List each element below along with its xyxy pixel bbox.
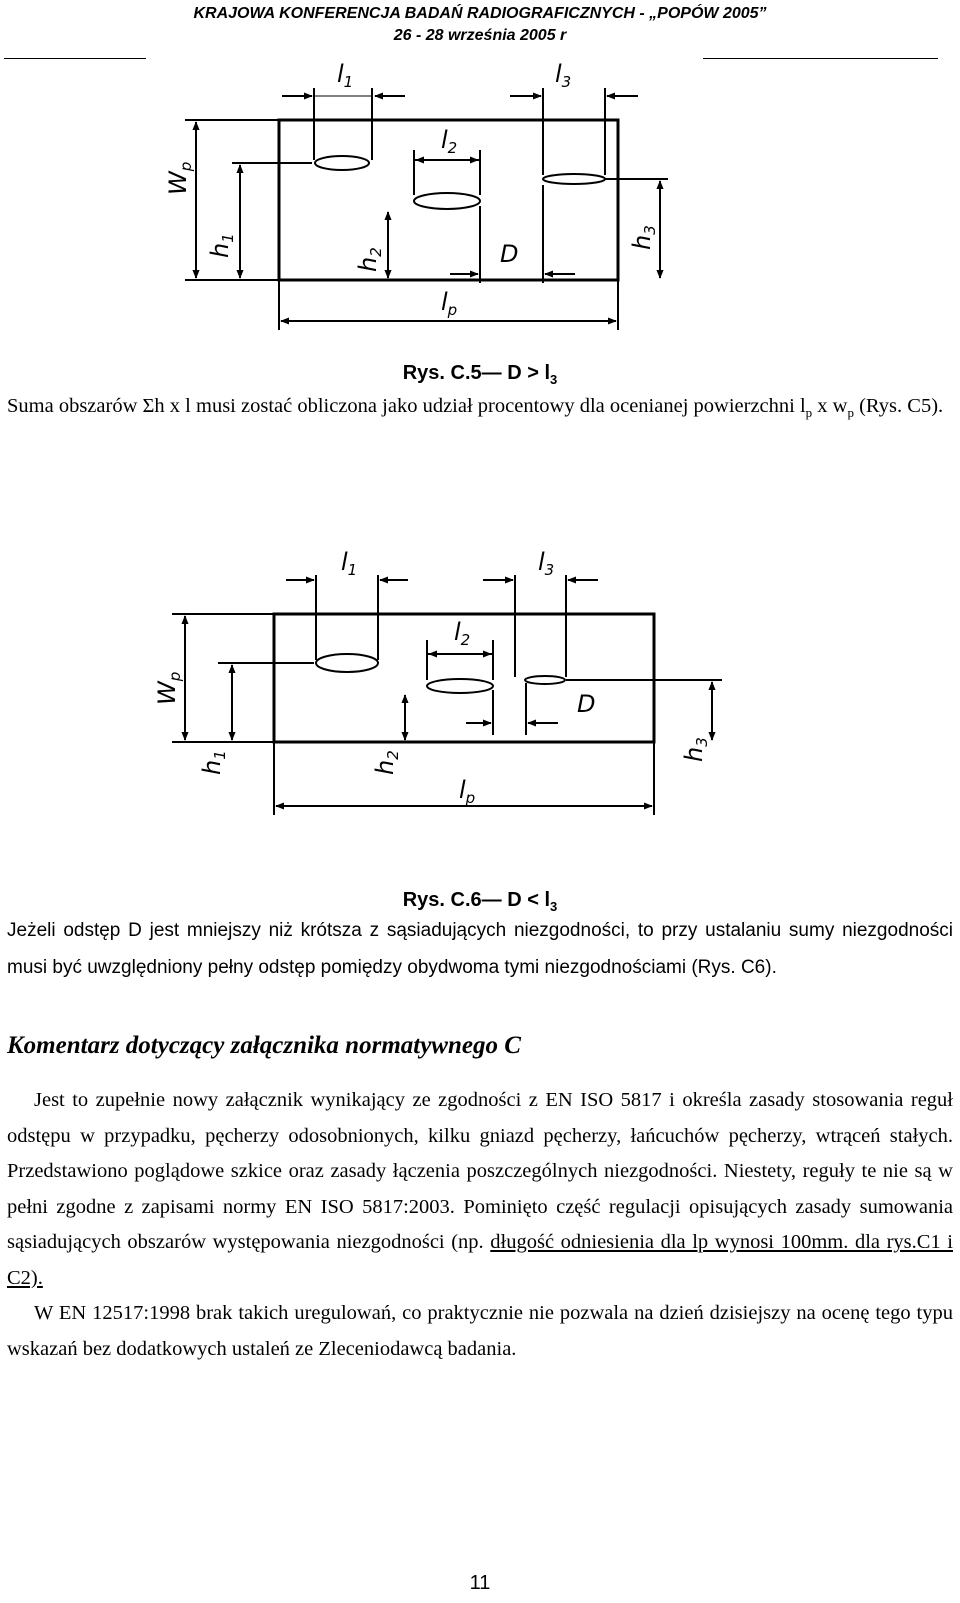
- c6-label-h3: $h_3$: [680, 737, 711, 762]
- c5-indication-1: [315, 156, 369, 170]
- c6-indication-3: [525, 676, 565, 684]
- comment-paragraph-2: W EN 12517:1998 brak takich uregulowań, co praktycznie nie pozwala na dzień dzisiejszy na ocenę tego typu wskazań bez dodatkowych ustaleń ze Zleceniodawcą badania.: [7, 1302, 953, 1360]
- figure-c5: [0, 55, 960, 345]
- paragraph-spacing-rule: Jeżeli odstęp D jest mniejszy niż krótsza z sąsiadujących niezgodności, to przy ustalaniu sumy niezgodności musi być uwzględniony pełny odstęp pomiędzy obydwoma tymi niezgodnościami (Rys. C6).: [7, 920, 953, 978]
- conference-title: KRAJOWA KONFERENCJA BADAŃ RADIOGRAFICZNYCH - „POPÓW 2005”: [193, 5, 767, 22]
- c6-label-l2: $l_2$: [454, 618, 471, 649]
- c5-label-h1: $h_1$: [206, 233, 237, 258]
- c6-label-lp: $l_p$: [459, 776, 476, 807]
- figure-c6-caption: Rys. C.6— $D < l_3$: [402, 889, 558, 914]
- c6-indication-1: [316, 654, 378, 672]
- underlined-reference: długość odniesienia dla lp wynosi 100mm. dla rys.C1 i C2).: [7, 1231, 953, 1289]
- figure-c5-caption: Rys. C.5— $D > l_3$: [402, 362, 558, 387]
- c5-label-l1: $l_1$: [337, 60, 354, 91]
- c5-label-wp: $W_p$: [164, 161, 195, 195]
- c6-label-l1: $l_1$: [341, 548, 358, 579]
- c5-label-d: D: [500, 240, 519, 268]
- c6-label-h2: $h_2$: [371, 750, 402, 775]
- comment-paragraph-1: Jest to zupełnie nowy załącznik wynikający ze zgodności z EN ISO 5817 i określa zasady stosowania reguł odstępu w przypadku, pęcherzy odosobnionych, kilku gniazd pęcherzy, łańcuchów pęcherzy, wtrąceń stałych. Przedstawiono poglądowe szkice oraz zasady łączenia poszczególnych niezgodności. Niestety, reguły te nie są w pełni zgodne z zapisami normy EN ISO 5817:2003. Pominięto część regulacji opisujących zasady sumowania sąsiadujących obszarów występowania niezgodności (np. długość odniesienia dla lp wynosi 100mm. dla rys.C1 i C2).: [7, 1089, 953, 1289]
- page-number: 11: [469, 1572, 491, 1594]
- c5-label-lp: $l_p$: [441, 288, 458, 319]
- paragraph-sum-areas: Suma obszarów Σh x l musi zostać obliczona jako udział procentowy dla ocenianej powierzchni $l_p$ x $w_p$ (Rys. C5).: [7, 395, 944, 421]
- c6-label-l3: $l_3$: [538, 548, 555, 579]
- c6-label-wp: $W_p$: [153, 671, 184, 705]
- comment-heading: Komentarz dotyczący załącznika normatywnego C: [7, 1032, 521, 1059]
- conference-dates: 26 - 28 września 2005 r: [393, 27, 567, 44]
- c5-indication-3: [543, 174, 605, 184]
- figure-c6: [0, 548, 960, 830]
- c5-indication-2: [414, 193, 480, 209]
- c5-label-l2: $l_2$: [441, 126, 458, 157]
- c5-label-h2: $h_2$: [354, 247, 385, 272]
- c5-label-h3: $h_3$: [628, 225, 659, 250]
- c6-indication-2: [427, 679, 493, 693]
- comment-body: [7, 1083, 953, 1367]
- c6-label-h1: $h_1$: [198, 750, 229, 775]
- c5-label-l3: $l_3$: [555, 60, 572, 91]
- c6-label-d: D: [577, 690, 596, 718]
